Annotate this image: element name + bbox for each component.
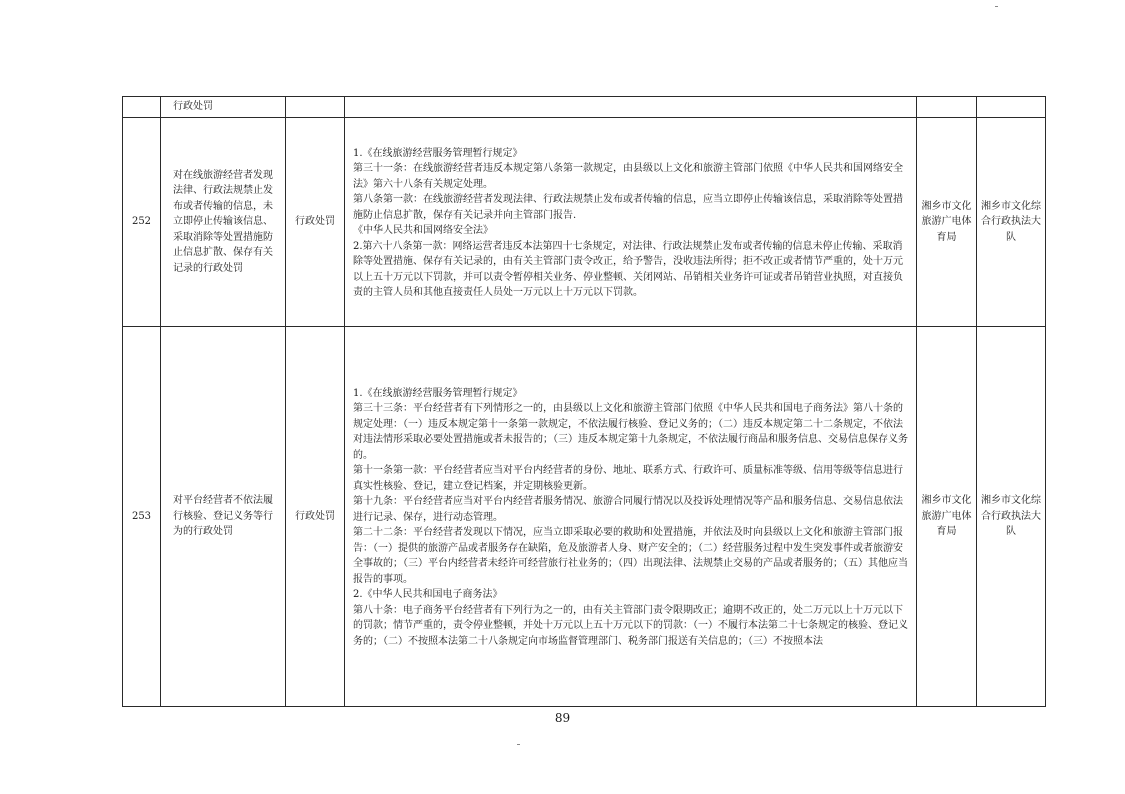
enforcement-unit: 湘乡市文化综合行政执法大队	[977, 118, 1046, 327]
scan-speck	[995, 6, 998, 7]
header-fragment-row	[123, 97, 1046, 118]
scan-speck	[517, 744, 520, 745]
table-row	[123, 327, 1046, 707]
basis-line: 第十一条第一款：平台经营者应当对平台内经营者的身份、地址、联系方式、行政许可、质量标准等级、信用等级等信息进行真实性核验、登记，建立登记档案，并定期核验更新。	[353, 465, 903, 492]
row-number: 253	[123, 327, 161, 707]
page-number: 89	[554, 711, 571, 725]
item-cell	[161, 97, 286, 118]
implementing-agency: 湘乡市文化旅游广电体育局	[917, 118, 977, 327]
basis-line: 1.《在线旅游经营服务管理暂行规定》	[353, 387, 523, 399]
basis-line: 1.《在线旅游经营服务管理暂行规定》	[353, 147, 523, 159]
penalty-type: 行政处罚	[286, 118, 345, 327]
agency-cell	[917, 97, 977, 118]
implementing-agency: 湘乡市文化旅游广电体育局	[917, 327, 977, 707]
basis-line: 第八条第一款：在线旅游经营者发现法律、行政法规禁止发布或者传输的信息，应当立即停止传输该信息，采取消除等处置措施防止信息扩散，保存有关记录并向主管部门报告.	[353, 194, 903, 221]
basis-line: 《中华人民共和国网络安全法》	[353, 225, 493, 236]
penalty-item: 对在线旅游经营者发现法律、行政法规禁止发布或者传输的信息，未立即停止传输该信息、采取消除等处置措施防止信息扩散、保存有关记录的行政处罚	[161, 118, 286, 327]
item-fragment-text: 行政处罚	[173, 101, 213, 113]
basis-line: 第三十一条：在线旅游经营者违反本规定第八条第一款规定，由县级以上文化和旅游主管部门依照《中华人民共和国网络安全法》第六十八条有关规定处理。	[353, 163, 903, 190]
table-row	[123, 118, 1046, 327]
legal-basis	[345, 327, 917, 707]
basis-line: 2.《中华人民共和国电子商务法》	[353, 589, 503, 601]
number-cell	[123, 97, 161, 118]
basis-line: 第三十三条：平台经营者有下列情形之一的，由县级以上文化和旅游主管部门依照《中华人民共和国电子商务法》第八十条的规定处理：（一）违反本规定第十一条第一款规定，不依法履行核验、登记义务的；（二）违反本规定第二十二条规定，不依法对违法情形采取必要处置措施或者未报告的；（三）违反本规定第十九条规定，不依法履行商品和服务信息、交易信息保存义务的。	[353, 403, 908, 461]
penalty-item: 对平台经营者不依法履行核验、登记义务等行为的行政处罚	[161, 327, 286, 707]
penalty-type: 行政处罚	[286, 327, 345, 707]
basis-line: 第十九条：平台经营者应当对平台内经营者服务情况、旅游合同履行情况以及投诉处理情况等产品和服务信息、交易信息依法进行记录、保存，进行动态管理。	[353, 496, 903, 523]
basis-line: 第二十二条：平台经营者发现以下情况，应当立即采取必要的救助和处置措施，并依法及时向县级以上文化和旅游主管部门报告：（一）提供的旅游产品或者服务存在缺陷，危及旅游者人身、财产安全的；（二）经营服务过程中发生突发事件或者旅游安全事故的；（三）平台内经营者未经许可经营旅行社业务的；（四）出现法律、法规禁止交易的产品或者服务的；（五）其他应当报告的事项。	[353, 527, 908, 585]
legal-basis	[345, 118, 917, 327]
type-cell	[286, 97, 345, 118]
enforcement-unit: 湘乡市文化综合行政执法大队	[977, 327, 1046, 707]
executor-cell	[977, 97, 1046, 118]
row-number: 252	[123, 118, 161, 327]
basis-line: 第八十条：电子商务平台经营者有下列行为之一的，由有关主管部门责令限期改正；逾期不改正的，处二万元以上十万元以下的罚款；情节严重的，责令停业整顿，并处十万元以上五十万元以下的罚款：（一）不履行本法第二十七条规定的核验、登记义务的；（二）不按照本法第二十八条规定向市场监督管理部门、税务部门报送有关信息的；（三）不按照本法	[353, 604, 908, 647]
enforcement-table	[122, 96, 1046, 707]
basis-cell	[345, 97, 917, 118]
basis-line: 2.第六十八条第一款：网络运营者违反本法第四十七条规定，对法律、行政法规禁止发布或者传输的信息未停止传输、采取消除等处置措施、保存有关记录的，由有关主管部门责令改正，给予警告，没收违法所得；拒不改正或者情节严重的，处十万元以上五十万元以下罚款，并可以责令暂停相关业务、停业整顿、关闭网站、吊销相关业务许可证或者吊销营业执照，对直接负责的主管人员和其他直接责任人员处一万元以上十万元以下罚款。	[353, 240, 903, 298]
